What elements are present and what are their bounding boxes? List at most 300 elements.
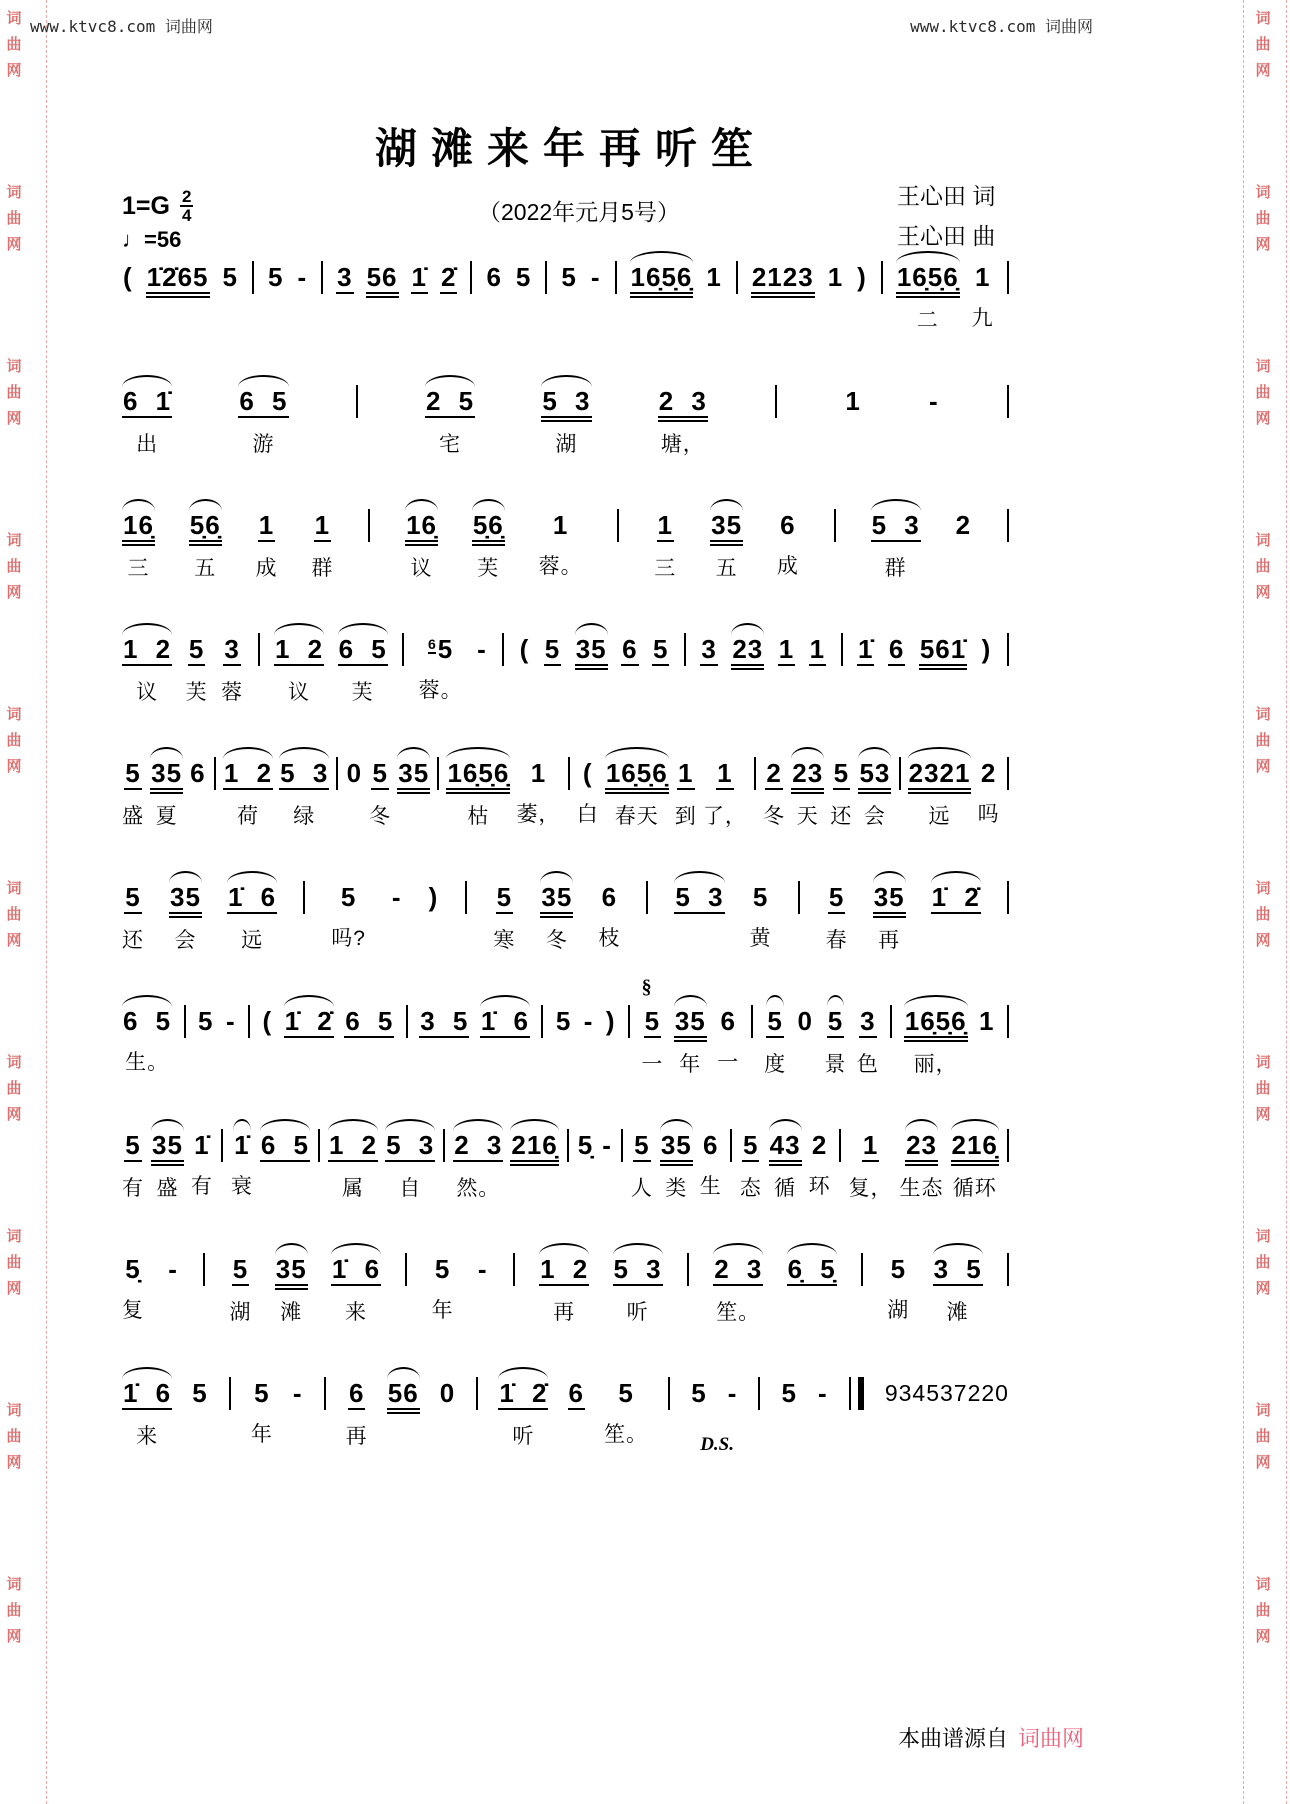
note-token: - [297, 262, 308, 292]
meter-numerator: 2 [181, 187, 192, 206]
lyric-syllable: 三 [654, 557, 677, 580]
lyric-syllable: 听 [512, 1425, 535, 1448]
barline-glyph [687, 1253, 689, 1286]
note-token: 1 萎， [516, 758, 561, 826]
note-token: 1̇ 2̇ [284, 1006, 333, 1036]
header-right-watermark: www.ktvc8.com 词曲网 [910, 17, 1093, 36]
song-title: 湖滩来年再听笙 [375, 125, 768, 172]
bar-line [1006, 758, 1010, 836]
side-watermark-char: 网 [1255, 758, 1271, 775]
side-watermark-char: 曲 [6, 1254, 22, 1271]
bar-line [840, 634, 844, 712]
note-token: ) [428, 882, 439, 912]
lyric-syllable: 湖 [887, 1299, 910, 1322]
bar-line [566, 1130, 570, 1208]
note-token: 5 [781, 1378, 797, 1408]
lyric-syllable: 荷 [236, 805, 259, 828]
barline-glyph [617, 509, 619, 542]
note-token: 16̣5̣6̣ 丽， [904, 1006, 967, 1076]
bar-line [1006, 386, 1010, 464]
note-token: 6 [622, 634, 638, 664]
barline-glyph [502, 633, 504, 666]
note-token: 2̇ [440, 262, 457, 292]
note-token: 35 类 [660, 1130, 692, 1200]
barline-glyph [775, 385, 777, 418]
lyric-syllable: 年 [250, 1423, 273, 1446]
side-watermark-char: 网 [1255, 1454, 1271, 1471]
note-token: 5 3 湖 [542, 386, 591, 456]
note-token: 6 枝 [598, 882, 621, 950]
lyric-syllable: 冬 [545, 929, 568, 952]
music-line [122, 758, 1010, 882]
side-watermark-char: 曲 [1255, 210, 1271, 227]
note-token: - [477, 634, 487, 664]
lyric-syllable: 生 [699, 1175, 722, 1198]
bar-line [355, 386, 359, 464]
note-token: 56 [366, 262, 398, 292]
barline-glyph [402, 633, 404, 666]
note-token: 1̇ 6 来 [331, 1254, 381, 1324]
barline-glyph [839, 1129, 841, 1162]
side-watermark-group [4, 354, 24, 432]
footer-source-text: 本曲谱源自 [898, 1726, 1009, 1751]
side-watermark-char: 网 [1255, 410, 1271, 427]
note-token: 5 还 [830, 758, 853, 828]
side-watermark-char: 网 [1255, 62, 1271, 79]
lyric-syllable: 有 [122, 1177, 144, 1200]
time-signature [180, 188, 193, 224]
bar-line [367, 510, 371, 588]
lyric-syllable: 一 [717, 1051, 740, 1074]
segno-mark: § [641, 976, 653, 998]
lyric-syllable: 循 [774, 1177, 797, 1200]
side-watermark-char: 曲 [1255, 558, 1271, 575]
barline-glyph [406, 1005, 408, 1038]
note-token: 16̣5̣6̣ 春天 [605, 758, 668, 828]
bar-line [1006, 1254, 1010, 1332]
lyric-syllable: 听 [626, 1301, 649, 1324]
lyric-syllable: 年 [431, 1299, 454, 1322]
lyric-syllable: 夏 [155, 805, 178, 828]
note-token: 6̣ 5̣ [787, 1254, 836, 1284]
side-watermark-char: 网 [6, 1628, 22, 1645]
bar-line [838, 1130, 842, 1208]
barline-glyph [336, 757, 338, 790]
note-token: 3 5 [420, 1006, 469, 1036]
note-token: - [583, 1006, 594, 1036]
note-token: 5 度 [764, 1006, 787, 1076]
note-token: ) [857, 262, 867, 292]
bar-line [627, 1006, 631, 1084]
bar-line [401, 634, 405, 712]
bar-line [797, 882, 801, 960]
note-token: 2 3 然。 [454, 1130, 503, 1200]
lyric-syllable: 芙 [351, 681, 374, 704]
barline-glyph [758, 1377, 760, 1410]
final-bar-line [848, 1378, 865, 1456]
bar-line [735, 262, 739, 340]
side-watermark-group [4, 180, 24, 258]
note-token: 16̣5̣6̣ 二 [896, 262, 959, 332]
music-line [122, 1254, 1010, 1378]
side-watermark-char: 网 [1255, 1280, 1271, 1297]
note-token: 1̇ 衰 [230, 1130, 253, 1198]
bar-line [1006, 262, 1010, 340]
bar-line [512, 1254, 516, 1332]
side-watermark-group [4, 702, 24, 780]
side-watermark-group [1253, 180, 1273, 258]
lyric-syllable: 群 [311, 557, 334, 580]
lyric-syllable: 然。 [456, 1177, 501, 1200]
lyric-syllable: 再 [878, 929, 901, 952]
note-token: 2 吗 [977, 758, 1000, 826]
barline-glyph [834, 509, 836, 542]
note-token: 35 [575, 634, 607, 664]
note-token: 35 五 [711, 510, 743, 580]
lyric-syllable: 春天 [614, 805, 659, 828]
music-line [122, 1130, 1010, 1254]
side-watermark-char: 曲 [1255, 732, 1271, 749]
note-token: 35 再 [873, 882, 905, 952]
side-watermark-char: 词 [1255, 184, 1271, 201]
lyric-syllable: 滩 [946, 1301, 969, 1324]
side-watermark-group [4, 1224, 24, 1302]
lyric-syllable: 生态 [899, 1177, 944, 1200]
side-watermark-char: 网 [6, 1106, 22, 1123]
barline-glyph [646, 881, 648, 914]
lyric-syllable: 成 [255, 557, 278, 580]
note-token: 3 5 滩 [933, 1254, 982, 1324]
note-token: 5 寒 [493, 882, 516, 952]
lyric-syllable: 来 [345, 1301, 367, 1324]
note-token: 1 群 [311, 510, 334, 580]
note-token: 6 [568, 1378, 584, 1408]
music-line [122, 882, 1010, 1006]
lyric-syllable: 笙。 [716, 1301, 761, 1324]
note-token: 5 [555, 1006, 572, 1036]
note-token: 16̣ 三 [123, 510, 154, 580]
bar-line [1006, 1130, 1010, 1208]
note-token: 5 3 绿 [280, 758, 329, 828]
lyric-syllable: 萎， [516, 803, 561, 826]
note-token: 1 蓉。 [538, 510, 583, 578]
lyric-syllable: 湖 [229, 1301, 252, 1324]
note-token: 216̣ [511, 1130, 558, 1160]
bar-line [475, 1378, 479, 1456]
bar-line [544, 262, 548, 340]
side-watermark-group [4, 1398, 24, 1476]
note-token: 5 有 [122, 1130, 144, 1200]
bar-line [667, 1378, 671, 1456]
note-token: 5 3 [675, 882, 724, 912]
bar-line [405, 1006, 409, 1084]
barline-glyph [798, 881, 800, 914]
side-watermark-char: 曲 [6, 36, 22, 53]
note-token: 5 湖 [229, 1254, 252, 1324]
lyric-syllable: 远 [241, 929, 264, 952]
lyric-syllable: 年 [679, 1053, 702, 1076]
note-token: 5 湖 [887, 1254, 910, 1322]
note-token: 2 3 塘， [658, 386, 707, 456]
lyric-syllable: 寒 [493, 929, 516, 952]
side-watermark-group [1253, 876, 1273, 954]
side-watermark-char: 网 [1255, 236, 1271, 253]
bar-line [757, 1378, 761, 1456]
side-watermark-char: 词 [1255, 880, 1271, 897]
barline-glyph [541, 1005, 543, 1038]
side-watermark-char: 曲 [6, 384, 22, 401]
bar-line [442, 1130, 446, 1208]
note-token: 6 再 [345, 1378, 368, 1448]
note-token: 35 会 [170, 882, 201, 952]
side-watermark-char: 网 [1255, 1106, 1271, 1123]
note-token: 6 一 [717, 1006, 740, 1074]
barline-glyph [258, 633, 260, 666]
bar-line [540, 1006, 544, 1084]
lyric-syllable: 色 [856, 1053, 879, 1076]
barline-glyph [214, 757, 216, 790]
side-watermark-char: 曲 [6, 1080, 22, 1097]
side-watermark-char: 词 [6, 184, 22, 201]
note-token: 1 复， [848, 1130, 893, 1200]
note-token: 6 [190, 758, 206, 788]
header-left-watermark: www.ktvc8.com 词曲网 [30, 17, 213, 36]
note-token: 5 [192, 1378, 208, 1408]
note-token: 2123 [751, 262, 814, 292]
bar-line [1006, 634, 1010, 712]
barline-glyph [184, 1005, 186, 1038]
lyric-syllable: 五 [715, 557, 738, 580]
side-watermark-char: 曲 [1255, 1602, 1271, 1619]
note-token: 1 [827, 262, 844, 292]
lyric-syllable: 蓉。 [538, 555, 583, 578]
barline-glyph [1007, 757, 1009, 790]
footer-site-link[interactable]: 词曲网 [1018, 1726, 1085, 1751]
note-token: 35 滩 [275, 1254, 307, 1324]
lyric-syllable: 群 [884, 557, 907, 580]
lyric-syllable: 枯 [467, 805, 490, 828]
barline-glyph [470, 261, 472, 294]
note-token: 5 芙 [185, 634, 208, 704]
lyric-syllable: 滩 [280, 1301, 303, 1324]
barline-glyph [861, 1253, 863, 1286]
barline-glyph [221, 1129, 223, 1162]
note-token: 1 2 属 [328, 1130, 378, 1200]
side-watermark-group [1253, 528, 1273, 606]
side-watermark-char: 词 [1255, 1054, 1271, 1071]
note-token: 6 1̇ 出 [123, 386, 172, 456]
bar-line [501, 634, 505, 712]
bar-line [753, 758, 757, 836]
note-token: 6 [888, 634, 905, 664]
note-token: 5 人 [630, 1130, 653, 1200]
lyric-syllable: 春 [825, 929, 848, 952]
key-signature [122, 188, 193, 224]
note-token: ( [519, 634, 530, 664]
note-token: 5 3 听 [613, 1254, 662, 1324]
lyric-syllable: 二 [916, 309, 939, 332]
lyric-syllable: 来 [136, 1425, 159, 1448]
note-token: 6 5 游 [239, 386, 288, 456]
note-token: 35 [398, 758, 430, 788]
note-token: 2 3 笙。 [714, 1254, 763, 1324]
side-watermark-group [1253, 354, 1273, 432]
note-token: 6 生 [699, 1130, 722, 1198]
lyric-syllable: 景 [824, 1053, 847, 1076]
lyric-syllable: 生。 [125, 1051, 170, 1074]
lyric-syllable: 蓉 [221, 681, 244, 704]
note-token: 3 [337, 262, 353, 292]
note-token: 0 [346, 758, 363, 788]
lyric-syllable: 冬 [369, 805, 392, 828]
lyric-syllable: 九 [971, 307, 994, 330]
barline-glyph [615, 261, 617, 294]
side-watermark-group [1253, 1050, 1273, 1128]
music-line [122, 1378, 1010, 1502]
bar-line [202, 1254, 206, 1332]
lyric-syllable: 了， [702, 805, 747, 828]
side-watermark-char: 曲 [1255, 36, 1271, 53]
side-watermark-char: 曲 [1255, 906, 1271, 923]
lyric-syllable: 再 [553, 1301, 576, 1324]
barline-glyph [203, 1253, 205, 1286]
composer-credit: 王心田 曲 [897, 223, 996, 249]
note-token: ( 白 [576, 758, 599, 826]
note-token: 0 [797, 1006, 813, 1036]
barline-glyph [437, 757, 439, 790]
side-watermark-char: 词 [1255, 10, 1271, 27]
bar-line [833, 510, 837, 588]
side-watermark-char: 网 [1255, 1628, 1271, 1645]
bar-line [464, 882, 468, 960]
side-watermark-group [4, 528, 24, 606]
note-token: 1̇ 6 [480, 1006, 529, 1036]
lyric-syllable: 湖 [555, 433, 578, 456]
barline-glyph [356, 385, 358, 418]
final-barline-glyph [849, 1377, 864, 1410]
note-token: 2 冬 [763, 758, 786, 828]
lyric-syllable: 成 [776, 555, 799, 578]
note-token: 5̣6̣ 芙 [472, 510, 504, 580]
bar-line [614, 262, 618, 340]
bar-line [750, 1006, 754, 1084]
side-watermark-char: 网 [1255, 932, 1271, 949]
note-token: ( [262, 1006, 273, 1036]
note-token: 5 [653, 634, 669, 664]
note-token: 5 [561, 262, 577, 292]
barline-glyph [545, 261, 547, 294]
left-dashed-border [46, 0, 47, 1804]
side-watermark-char: 词 [6, 1576, 22, 1593]
lyric-syllable: 五 [194, 557, 217, 580]
lyric-syllable: 态 [739, 1177, 762, 1200]
barline-glyph [668, 1377, 670, 1410]
side-watermark-group [4, 6, 24, 84]
side-watermark-char: 曲 [6, 1428, 22, 1445]
side-watermark-char: 词 [6, 532, 22, 549]
note-token: 5 [267, 262, 284, 292]
barline-glyph [405, 1253, 407, 1286]
note-token: 6 5 [345, 1006, 394, 1036]
note-token: 5̣6̣ 五 [189, 510, 221, 580]
side-watermark-char: 词 [6, 1228, 22, 1245]
note-token: 1̇2̇65 [146, 262, 209, 292]
barline-glyph [1007, 633, 1009, 666]
bar-line [213, 758, 217, 836]
note-token: 216̣ 循环 [951, 1130, 998, 1200]
side-watermark-group [4, 1572, 24, 1650]
note-token: 5 年 [431, 1254, 454, 1322]
side-watermark-char: 词 [6, 1054, 22, 1071]
barline-glyph [513, 1253, 515, 1286]
lyric-syllable: 一 [641, 1053, 664, 1076]
note-token: 561̇ [919, 634, 967, 664]
side-watermark-group [4, 1050, 24, 1128]
lyric-syllable: 三 [127, 557, 150, 580]
lyric-syllable: 度 [764, 1053, 787, 1076]
side-watermark-char: 网 [1255, 584, 1271, 601]
note-token: - [929, 386, 939, 416]
note-token: - [391, 882, 402, 912]
note-token: - [602, 1130, 612, 1160]
barline-glyph [252, 261, 254, 294]
note-token: 5̣ [577, 1130, 594, 1160]
tempo-marking: ♩=56 [122, 227, 182, 252]
key-label: 1=G [122, 191, 170, 220]
lyric-syllable: 丽， [913, 1053, 958, 1076]
lyric-syllable: 塘， [660, 433, 705, 456]
score-id-number: 934537220 [884, 1380, 1009, 1406]
note-token: 3 色 [856, 1006, 879, 1076]
note-token: 1̇ 有 [190, 1130, 213, 1198]
note-token: 6 [486, 262, 502, 292]
bar-line [1006, 510, 1010, 588]
bar-line [729, 1130, 733, 1208]
barline-glyph [730, 1129, 732, 1162]
note-token: 5 冬 [369, 758, 392, 828]
lyric-syllable: 类 [665, 1177, 688, 1200]
note-token: 2 5 宅 [425, 386, 475, 456]
note-token: 1̇ [411, 262, 427, 292]
lyric-syllable: 有 [190, 1175, 213, 1198]
lyric-syllable: 冬 [763, 805, 786, 828]
note-token: - [477, 1254, 488, 1284]
bar-line [317, 1130, 321, 1208]
note-token: 5 [515, 262, 532, 292]
barline-glyph [1007, 1129, 1009, 1162]
side-watermark-group [1253, 1572, 1273, 1650]
lyric-syllable: 环 [808, 1175, 831, 1198]
side-watermark-char: 曲 [6, 558, 22, 575]
side-watermark-char: 词 [1255, 1576, 1271, 1593]
side-watermark-char: 曲 [1255, 1254, 1271, 1271]
lyric-syllable: 盛 [122, 805, 144, 828]
lyric-syllable: 枝 [598, 927, 621, 950]
note-token: 6 5 芙 [338, 634, 387, 704]
barline-glyph [899, 757, 901, 790]
note-token: 2 [955, 510, 972, 540]
lyric-syllable: 吗 [977, 803, 1000, 826]
note-token: - [727, 1378, 738, 1408]
lyric-syllable: 会 [863, 805, 886, 828]
lyric-syllable: 远 [928, 805, 951, 828]
lyric-syllable: 蓉。 [418, 679, 463, 702]
barline-glyph [684, 633, 686, 666]
note-token: ) [605, 1006, 616, 1036]
song-subtitle: （2022年元月5号） [478, 199, 680, 225]
side-watermark-char: 网 [6, 932, 22, 949]
bar-line [247, 1006, 251, 1084]
